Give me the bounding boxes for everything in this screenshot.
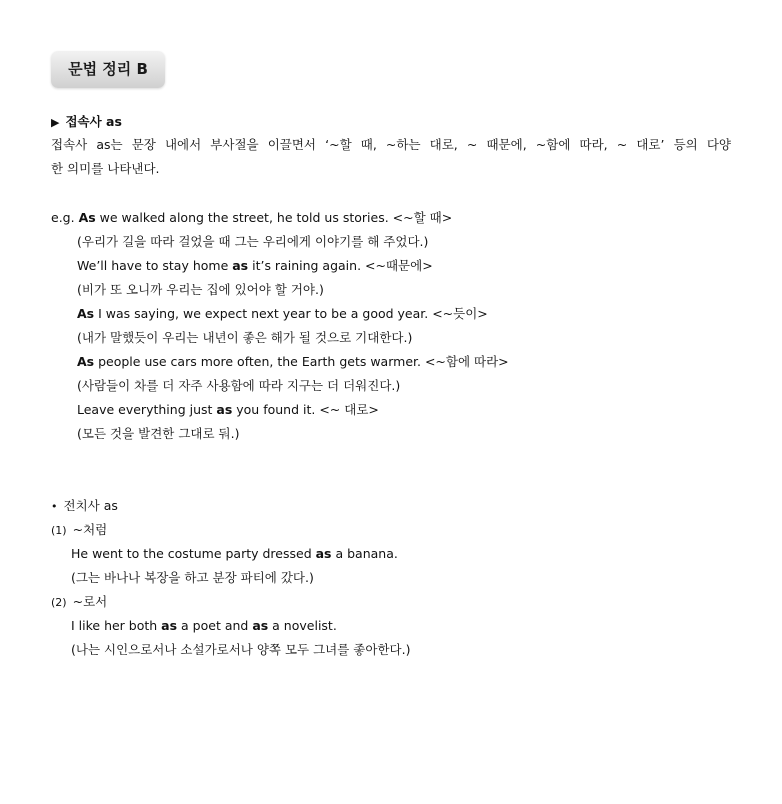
- section2-heading: [51, 497, 118, 516]
- item-2-ex-mid: a poet and: [177, 618, 253, 633]
- section2-heading-text: 전치사 as: [63, 498, 118, 513]
- section1-heading: [51, 113, 122, 132]
- section1-heading-text: 접속사 as: [65, 114, 122, 129]
- example-5-before: Leave everything just: [77, 402, 217, 417]
- section1-desc-line1: 접속사 as는 문장 내에서 부사절을 이끌면서 ‘~할 때, ~하는 대로, ~ 때문에, ~함에 따라, ~ 대로’ 등의 다양: [51, 137, 731, 152]
- example-3: [77, 305, 488, 323]
- example-1: [51, 209, 452, 227]
- example-4-after: people use cars more often, the Earth gets warmer. <~함에 따라>: [94, 354, 509, 369]
- example-4-bold: As: [77, 354, 95, 369]
- item-2-ex-after: a novelist.: [268, 618, 337, 633]
- example-2: [77, 257, 433, 275]
- item-1-number: (1): [51, 524, 67, 537]
- item-2-example: [71, 617, 337, 635]
- item-2-heading: [51, 593, 107, 612]
- example-5-after: you found it. <~ 대로>: [232, 402, 379, 417]
- example-2-bold: as: [232, 258, 249, 273]
- item-1-ex-bold: as: [315, 546, 332, 561]
- example-2-after: it’s raining again. <~때문에>: [248, 258, 433, 273]
- example-4: [77, 353, 509, 371]
- example-2-before: We’ll have to stay home: [77, 258, 233, 273]
- item-2-translation: (나는 시인으로서나 소설가로서나 양쪽 모두 그녀를 좋아한다.): [71, 642, 411, 657]
- example-1-bold: As: [78, 210, 96, 225]
- example-1-translation: (우리가 길을 따라 걸었을 때 그는 우리에게 이야기를 해 주었다.): [77, 234, 429, 249]
- example-4-translation: (사람들이 차를 더 자주 사용함에 따라 지구는 더 더워진다.): [77, 378, 401, 393]
- example-5-translation: (모든 것을 발견한 그대로 둬.): [77, 426, 240, 441]
- bullet-icon: •: [51, 500, 58, 513]
- item-2-number: (2): [51, 596, 67, 609]
- section1-desc-line2: 한 의미를 나타낸다.: [51, 161, 160, 176]
- item-2-ex-before: I like her both: [71, 618, 162, 633]
- item-1-translation: (그는 바나나 복장을 하고 분장 파티에 갔다.): [71, 570, 314, 585]
- item-1-heading: [51, 521, 107, 540]
- item-2-meaning: ~로서: [72, 594, 108, 609]
- eg-label: e.g.: [51, 210, 75, 225]
- item-1-ex-after: a banana.: [331, 546, 398, 561]
- example-3-after: I was saying, we expect next year to be a good year. <~듯이>: [94, 306, 488, 321]
- example-5: [77, 401, 379, 419]
- example-3-translation: (내가 말했듯이 우리는 내년이 좋은 해가 될 것으로 기대한다.): [77, 330, 413, 345]
- item-1-ex-before: He went to the costume party dressed: [71, 546, 316, 561]
- example-5-bold: as: [216, 402, 233, 417]
- triangle-icon: ▶: [51, 116, 60, 129]
- item-2-ex-bold2: as: [252, 618, 269, 633]
- example-3-bold: As: [77, 306, 95, 321]
- item-1-example: [71, 545, 398, 563]
- page-title: 문법 정리 B: [68, 60, 148, 78]
- example-1-after: we walked along the street, he told us stories. <~할 때>: [95, 210, 453, 225]
- title-box: [51, 51, 165, 88]
- item-1-meaning: ~처럼: [72, 522, 108, 537]
- item-2-ex-bold1: as: [161, 618, 178, 633]
- example-2-translation: (비가 또 오니까 우리는 집에 있어야 할 거야.): [77, 282, 324, 297]
